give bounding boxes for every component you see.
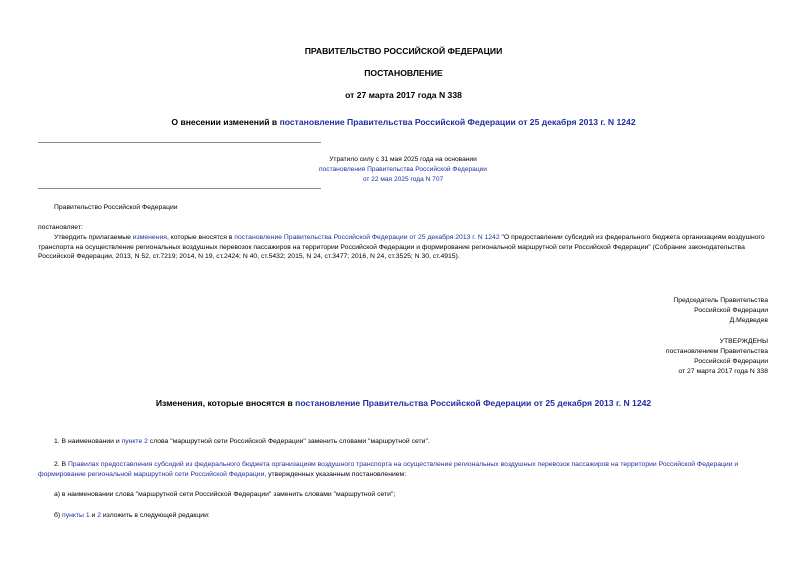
signature-name: Д.Медведев bbox=[729, 317, 768, 324]
item-1 bbox=[38, 437, 784, 447]
title-resolution-link[interactable]: постановление Правительства Российской Федерации от 25 декабря 2013 г. N 1242 bbox=[279, 117, 636, 127]
title-prefix: О внесении изменений в bbox=[171, 117, 280, 127]
approved-country: Российской Федерации bbox=[694, 358, 768, 365]
approved-block bbox=[500, 337, 768, 377]
p1-text-a: Утвердить прилагаемые bbox=[54, 234, 133, 241]
resolves-line: постановляет: bbox=[38, 224, 83, 231]
validity-note bbox=[38, 155, 768, 185]
item-1-point-link[interactable]: пункте 2 bbox=[121, 438, 148, 445]
item-2 bbox=[38, 460, 768, 479]
document-type: ПОСТАНОВЛЕНИЕ bbox=[364, 68, 443, 78]
item-2b-point2-link[interactable]: 2 bbox=[97, 512, 101, 519]
divider-top bbox=[38, 142, 321, 143]
approved-by: постановлением Правительства bbox=[665, 348, 768, 355]
item-2-text-a: 2. В bbox=[54, 461, 68, 468]
item-2b-text-b: изложить в следующей редакции: bbox=[100, 512, 210, 519]
signature-country: Российской Федерации bbox=[694, 307, 768, 314]
item-2b-text-a: б) bbox=[54, 512, 63, 519]
validity-note-date-link[interactable]: от 22 мая 2025 года N 707 bbox=[362, 176, 444, 183]
p1-resolution-link[interactable]: постановление Правительства Российской Федерации от 25 декабря 2013 г. N 1242 bbox=[234, 234, 500, 241]
item-2b-point1-link[interactable]: пункты 1 bbox=[62, 512, 90, 519]
approved-date: от 27 марта 2017 года N 338 bbox=[678, 368, 768, 375]
paragraph-approve bbox=[38, 233, 768, 262]
changes-title bbox=[0, 398, 807, 408]
item-2-text-b: , утвержденных указанным постановлением: bbox=[264, 470, 407, 478]
item-1-text-a: 1. В наименовании и bbox=[54, 438, 122, 445]
changes-link[interactable]: изменения bbox=[132, 234, 167, 241]
government-line: Правительство Российской Федерации bbox=[54, 204, 178, 211]
document-date-number: от 27 марта 2017 года N 338 bbox=[345, 90, 462, 100]
item-2-rules-link[interactable]: Правилах предоставления субсидий из федерального бюджета организациям воздушного транспорта на осуществление региональных воздушных перевозок пассажиров на территории Российской Федерации и формирование региональной маршрутной сети Российской Федерации bbox=[38, 461, 739, 478]
item-2b-text-mid: и bbox=[89, 512, 98, 519]
p1-text-c: "О предоставлении субсидий из федерального бюджета организациям воздушного транспорта на осуществление региональных воздушных перевозок пассажиров на территории Российской Федерации и формирование региональной маршрутной сети Российской Федерации" (Собрание законодательства Российской Федерации, 2013, N 52, ст.7219; 2014, N 19, ст.2424; N 40, ст.5432; 2015, N 24, ст.3477; 2016, N 24, ст.3525; N 30, ст.4915). bbox=[38, 234, 765, 261]
signature-block bbox=[500, 296, 768, 326]
item-2b bbox=[38, 511, 784, 521]
approved-label: УТВЕРЖДЕНЫ bbox=[719, 338, 768, 345]
p1-text-b: , которые вносятся в bbox=[166, 234, 235, 241]
document-title bbox=[0, 117, 807, 127]
item-2a: а) в наименовании слова "маршрутной сети Российской Федерации" заменить словами "маршрутной сети"; bbox=[54, 491, 396, 498]
signature-position: Председатель Правительства bbox=[673, 297, 768, 304]
validity-note-line1: Утратило силу с 31 мая 2025 года на основании bbox=[329, 156, 477, 163]
item-1-text-b: слова "маршрутной сети Российской Федерации" заменить словами "маршрутной сети". bbox=[147, 438, 430, 445]
government-heading: ПРАВИТЕЛЬСТВО РОССИЙСКОЙ ФЕДЕРАЦИИ bbox=[304, 46, 503, 56]
changes-title-prefix: Изменения, которые вносятся в bbox=[155, 398, 296, 408]
divider-bottom bbox=[38, 188, 321, 189]
changes-title-resolution-link[interactable]: постановление Правительства Российской Федерации от 25 декабря 2013 г. N 1242 bbox=[295, 398, 652, 408]
validity-note-resolution-link[interactable]: постановления Правительства Российской Федерации bbox=[319, 166, 487, 173]
